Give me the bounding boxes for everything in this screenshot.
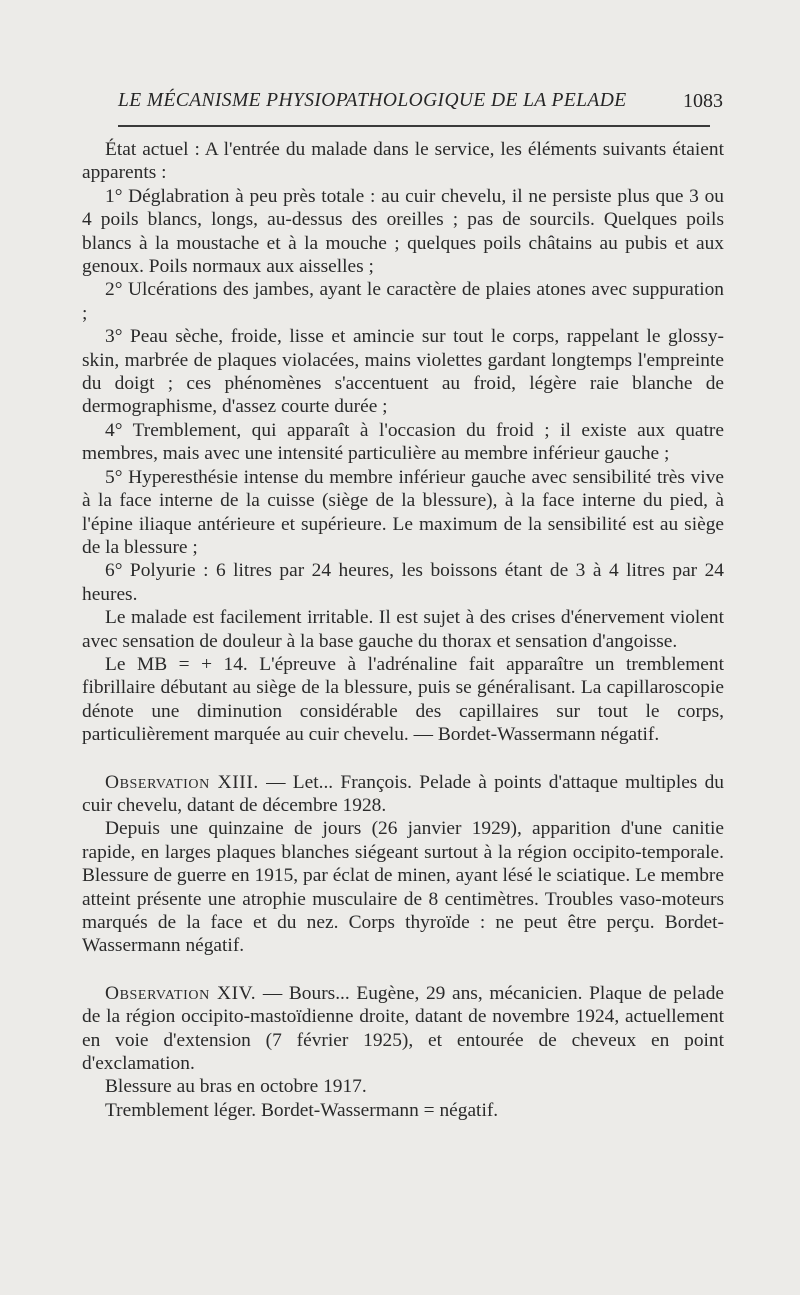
running-header (118, 90, 723, 116)
observation-14-text: — Bours... Eugène, 29 ans, mécanicien. Plaque de pelade de la région occipito-mastoïdienne droite, datant de novembre 1924, actuellement en voie d'extension (7 février 1925), et entourée de cheveux en point d'exclamation. (82, 982, 724, 1075)
observation-14-line-2: Blessure au bras en octobre 1917. (105, 1076, 367, 1098)
page-number: 1083 (683, 90, 723, 112)
paragraph-item-1: 1° Déglabration à peu près totale : au cuir chevelu, il ne persiste plus que 3 ou 4 poils blancs, longs, au-dessus des oreilles ; pas de sourcils. Quelques poils blancs à la moustache et à la mouche ; quelques poils châtains au pubis et aux genoux. Poils normaux aux aisselles ; (82, 185, 724, 278)
observation-14-heading: Observation XIV. (105, 982, 257, 1004)
paragraph-mb: Le MB = + 14. L'épreuve à l'adrénaline fait apparaître un tremblement fibrillaire débutant au siège de la blessure, puis se généralisant. La capillaroscopie dénote une diminution considérable des capillaires sur tout le corps, particulièrement marquée au cuir chevelu. — Bordet-Wassermann négatif. (82, 653, 724, 746)
observation-13-heading: Observation XIII. (105, 771, 259, 793)
paragraph-item-4: 4° Tremblement, qui apparaît à l'occasion du froid ; il existe aux quatre membres, mais avec une intensité particulière au membre inférieur gauche ; (82, 419, 724, 465)
paragraph-item-2: 2° Ulcérations des jambes, ayant le caractère de plaies atones avec suppuration ; (82, 279, 724, 324)
running-title: LE MÉCANISME PHYSIOPATHOLOGIQUE DE LA PELADE (118, 90, 627, 111)
paragraph-etat-actuel: État actuel : A l'entrée du malade dans le service, les éléments suivants étaient apparents : (82, 139, 724, 184)
paragraph-item-6: 6° Polyurie : 6 litres par 24 heures, les boissons étant de 3 à 4 litres par 24 heures. (82, 560, 724, 605)
observation-14-line-3: Tremblement léger. Bordet-Wassermann = négatif. (105, 1099, 499, 1121)
body-text (82, 138, 724, 1122)
observation-14 (82, 982, 724, 1076)
observation-13 (82, 771, 724, 818)
observation-13-text: — Let... François. Pelade à points d'attaque multiples du cuir chevelu, datant de décembre 1928. (82, 771, 724, 816)
header-rule (118, 125, 710, 127)
paragraph-item-5: 5° Hyperesthésie intense du membre inférieur gauche avec sensibilité très vive à la face interne de la cuisse (siège de la blessure), à la face interne du pied, à l'épine iliaque antérieure et supérieure. Le maximum de la sensibilité est au siège de la blessure ; (82, 466, 724, 558)
observation-13-continuation: Depuis une quinzaine de jours (26 janvier 1929), apparition d'une canitie rapide, en larges plaques blanches siégeant surtout à la région occipito-temporale. Blessure de guerre en 1915, par éclat de minen, ayant lésé le sciatique. Le membre atteint présente une atrophie musculaire de 8 centimètres. Troubles vaso-moteurs marqués de la face et du nez. Corps thyroïde : ne peut être perçu. Bordet-Wassermann négatif. (82, 818, 724, 957)
paragraph-item-3: 3° Peau sèche, froide, lisse et amincie sur tout le corps, rappelant le glossy-skin, marbrée de plaques violacées, mains violettes gardant longtemps l'empreinte du doigt ; ces phénomènes s'accentuent au froid, légère raie blanche de dermographisme, d'assez courte durée ; (82, 326, 724, 418)
paragraph-malade: Le malade est facilement irritable. Il est sujet à des crises d'énervement violent avec sensation de douleur à la base gauche du thorax et sensation d'angoisse. (82, 607, 724, 652)
